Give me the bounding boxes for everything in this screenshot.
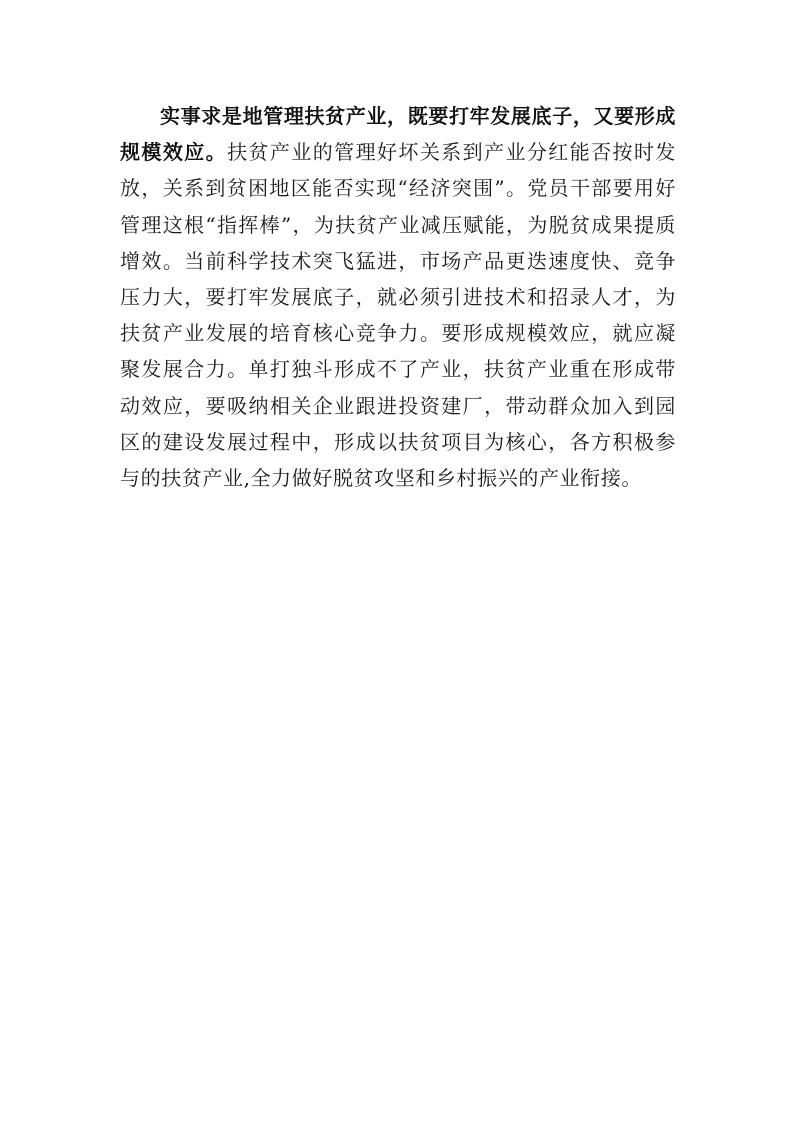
paragraph-lead-sentence: 实事求是地管理扶贫产业，既要打牢发展底子，又要形成规模效应。: [120, 104, 676, 165]
body-paragraph: [120, 98, 676, 496]
paragraph-body-text: 扶贫产业的管理好坏关系到产业分红能否按时发放，关系到贫困地区能否实现“经济突围”。党员干部要用好管理这根“指挥棒”，为扶贫产业减压赋能，为脱贫成果提质增效。当前科学技术突飞猛进，市场产品更迭速度快、竞争压力大，要打牢发展底子，就必须引进技术和招录人才，为扶贫产业发展的培育核心竞争力。要形成规模效应，就应凝聚发展合力。单打独斗形成不了产业，扶贫产业重在形成带动效应，要吸纳相关企业跟进投资建厂，带动群众加入到园区的建设发展过程中，形成以扶贫项目为核心，各方积极参与的扶贫产业,全力做好脱贫攻坚和乡村振兴的产业衔接。: [120, 140, 676, 491]
